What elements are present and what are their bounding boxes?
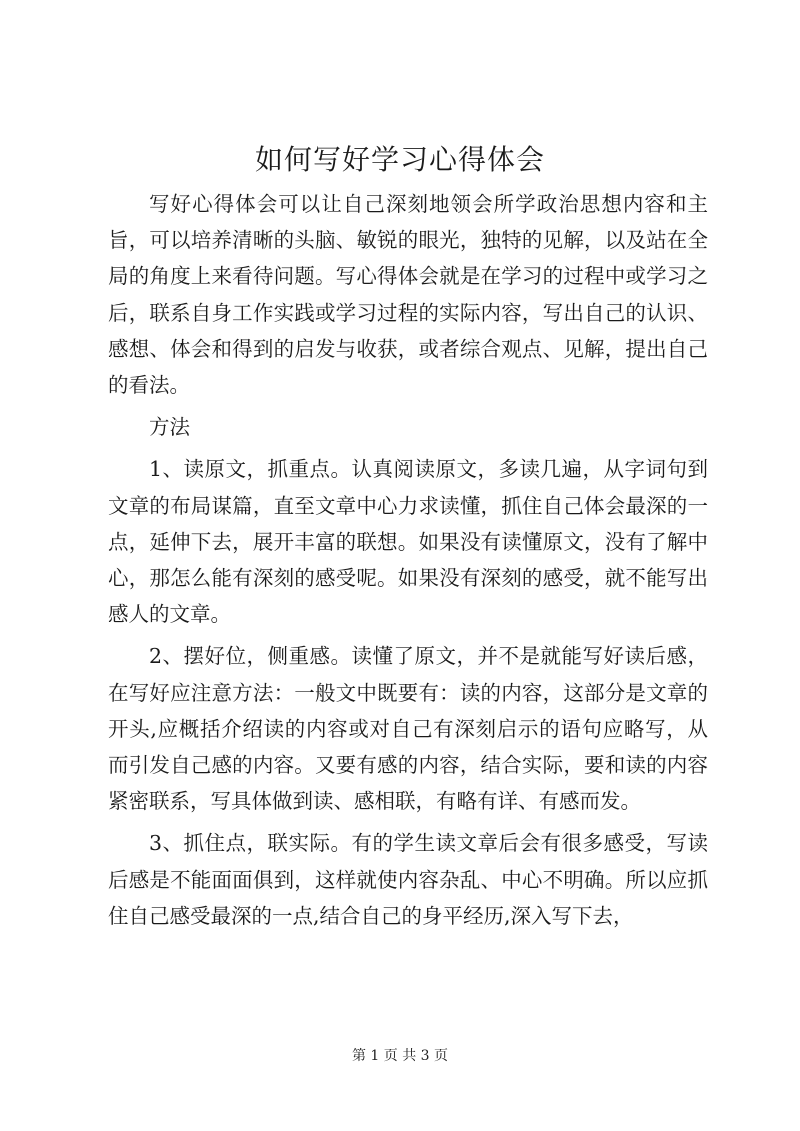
document-body [108, 186, 708, 940]
method-paragraph-3: 3、抓住点，联实际。有的学生读文章后会有很多感受，写读后感是不能面面俱到，这样就使内容杂乱、中心不明确。所以应抓住自己感受最深的一点,结合自己的身平经历,深入写下去， [108, 831, 708, 928]
section-heading-method: 方法 [149, 415, 190, 440]
intro-paragraph: 写好心得体会可以让自己深刻地领会所学政治思想内容和主旨，可以培养清晰的头脑、敏锐的眼光，独特的见解，以及站在全局的角度上来看待问题。写心得体会就是在学习的过程中或学习之后，联系自身工作实践或学习过程的实际内容，写出自己的认识、感想、体会和得到的启发与收获，或者综合观点、见解，提出自己的看法。 [108, 192, 708, 398]
page-footer: 第 1 页 共 3 页 [351, 1048, 449, 1064]
method-paragraph-2: 2、摆好位，侧重感。读懂了原文，并不是就能写好读后感，在写好应注意方法：一般文中既要有：读的内容，这部分是文章的开头,应概括介绍读的内容或对自己有深刻启示的语句应略写，从而引发自己感的内容。又要有感的内容，结合实际，要和读的内容紧密联系，写具体做到读、感相联，有略有详、有感而发。 [108, 644, 708, 814]
document-title: 如何写好学习心得体会 [254, 143, 545, 176]
method-paragraph-1: 1、读原文，抓重点。认真阅读原文，多读几遍，从字词句到文章的布局谋篇，直至文章中心力求读懂，抓住自己体会最深的一点，延伸下去，展开丰富的联想。如果没有读懂原文，没有了解中心，那怎么能有深刻的感受呢。如果没有深刻的感受，就不能写出感人的文章。 [108, 457, 708, 627]
